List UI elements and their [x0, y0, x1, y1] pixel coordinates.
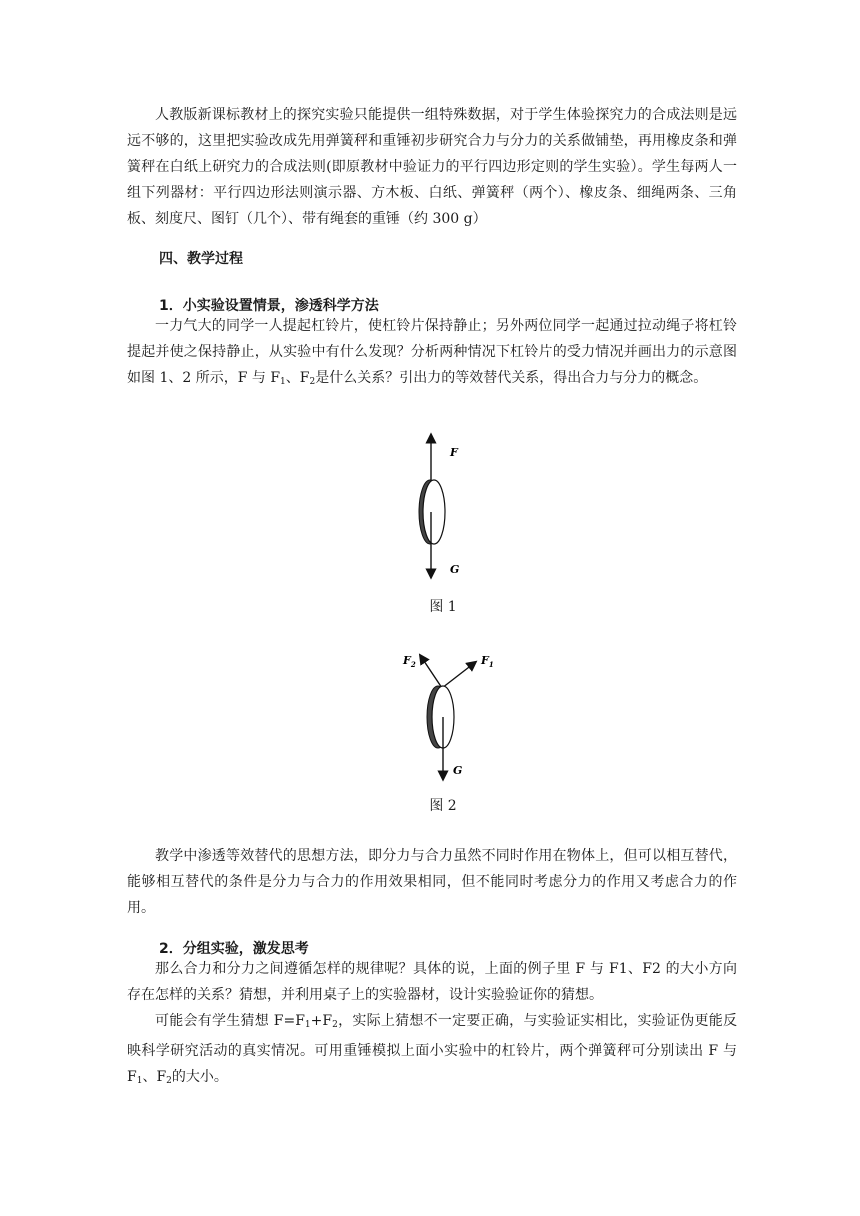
- experiment-paragraph: 一力气大的同学一人提起杠铃片，使杠铃片保持静止；另外两位同学一起通过拉动绳子将杠铃提起并使之保持静止，从实验中有什么发现？分析两种情况下杠铃片的受力情况并画出力的示意图如图 1、2 所示，F 与 $F_1$、$F_2$是什么关系？引出力的等效替代关系，得出合力与分力的概念。: [127, 318, 737, 387]
- force-arrow-f2: [422, 658, 442, 688]
- force-arrow-f1: [442, 664, 473, 688]
- label-f: F: [450, 446, 458, 459]
- label-f1: $F_1$: [481, 654, 494, 669]
- figure-2-diagram: [398, 648, 508, 783]
- question-paragraph: 那么合力和分力之间遵循怎样的规律呢？具体的说，上面的例子里 F 与 F1、F2 的大小方向存在怎样的关系？猜想，并利用桌子上的实验器材，设计实验验证你的猜想。: [127, 961, 737, 1003]
- method-paragraph: 教学中渗透等效替代的思想方法，即分力与合力虽然不同时作用在物体上，但可以相互替代，能够相互替代的条件是分力与合力的作用效果相同，但不能同时考虑分力的作用又考虑合力的作用。: [127, 848, 737, 916]
- barbell-plate: [423, 480, 445, 544]
- label-g: G: [453, 764, 463, 777]
- label-g: G: [450, 563, 460, 576]
- intro-paragraph: 人教版新课标教材上的探究实验只能提供一组特殊数据，对于学生体验探究力的合成法则是远远不够的，这里把实验改成先用弹簧秤和重锤初步研究合力与分力的关系做铺垫，再用橡皮条和弹簧秤在白纸上研究力的合成法则(即原教材中验证力的平行四边形定则的学生实验）。学生每两人一组下列器材：平行四边形法则演示器、方木板、白纸、弹簧秤（两个）、橡皮条、细绳两条、三角板、刻度尺、图钉（几个）、带有绳套的重锤（约 300 g）: [127, 107, 737, 227]
- hypothesis-paragraph: 可能会有学生猜想 $F=F_1+F_2$，实际上猜想不一定要正确，与实验证实相比，实验证伪更能反映科学研究活动的真实情况。可用重锤模拟上面小实验中的杠铃片，两个弹簧秤可分别读出 F 与 $F_1$、$F_2$的大小。: [127, 1013, 738, 1086]
- label-f2: $F_2$: [403, 654, 416, 669]
- figure-2-caption: 图 2: [429, 798, 457, 814]
- subsection-heading-2: 2．分组实验，激发思考: [159, 941, 309, 957]
- figure-1-diagram: [400, 432, 480, 582]
- section-heading: 四、教学过程: [159, 251, 243, 267]
- figure-1-caption: 图 1: [429, 599, 457, 615]
- subsection-heading-1: 1．小实验设置情景，渗透科学方法: [159, 298, 379, 314]
